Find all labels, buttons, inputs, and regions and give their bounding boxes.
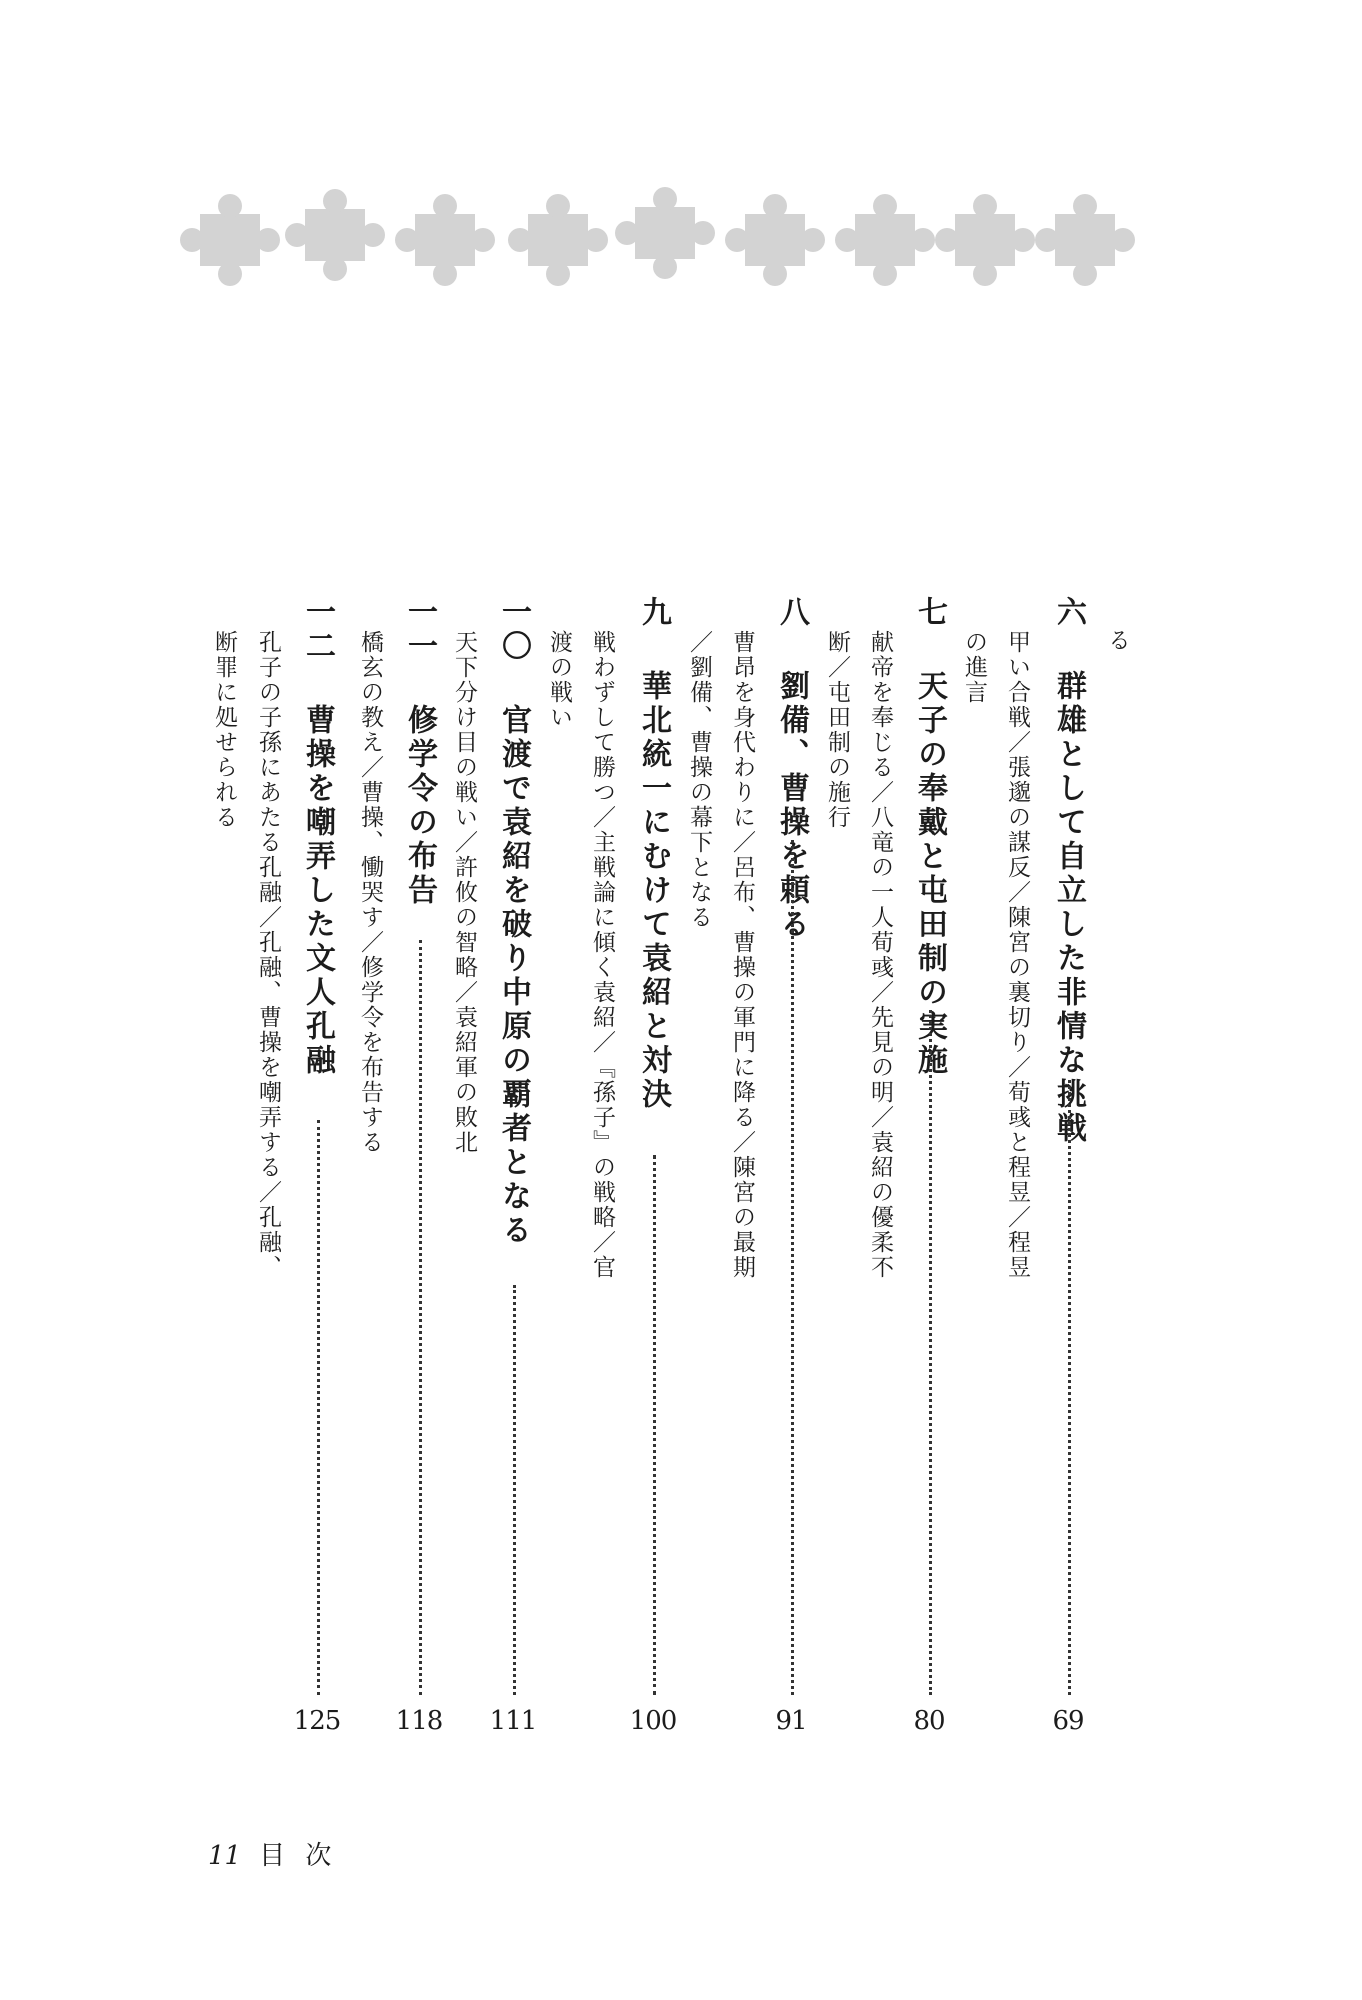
chapter-number: 一〇 <box>496 596 531 664</box>
puzzle-piece-icon <box>180 194 280 286</box>
page-number[interactable]: 91 <box>775 1706 807 1736</box>
chapter-title: 修学令の布告 <box>402 704 437 908</box>
chapter-title: 劉備、曹操を頼る <box>774 670 809 942</box>
chapter-title: 曹操を嘲弄した文人孔融 <box>300 704 335 1078</box>
puzzle-piece-icon <box>835 194 935 286</box>
dot-leader <box>317 1120 320 1695</box>
chapter-title: 華北統一にむけて袁紹と対決 <box>636 670 671 1112</box>
page-number[interactable]: 111 <box>489 1706 537 1736</box>
toc-subtopics: 戦わずして勝つ／主戦論に傾く袁紹／『孫子』の戦略／官 <box>589 630 615 1280</box>
puzzle-piece-icon <box>395 194 495 286</box>
puzzle-decoration <box>180 185 1140 295</box>
puzzle-piece-icon <box>935 194 1035 286</box>
chapter-number: 一二 <box>300 596 335 664</box>
dot-leader <box>929 1010 932 1695</box>
toc-subtopics: 渡の戦い <box>546 630 572 730</box>
page-number[interactable]: 69 <box>1052 1706 1084 1736</box>
toc-subtopics: 甲い合戦／張邈の謀反／陳宮の裏切り／荀彧と程昱／程昱 <box>1004 630 1030 1280</box>
footer-page-number: 11 <box>208 1841 242 1871</box>
chapter-number: 九 <box>636 596 671 630</box>
toc-subtopics: ／劉備、曹操の幕下となる <box>686 630 712 930</box>
chapter-title: 天子の奉戴と屯田制の実施 <box>912 670 947 1078</box>
toc-subtopics: の進言 <box>961 630 987 705</box>
chapter-number: 七 <box>912 596 947 630</box>
toc-subtopics: 孔子の子孫にあたる孔融／孔融、曹操を嘲弄する／孔融、 <box>255 630 281 1280</box>
puzzle-piece-icon <box>508 194 608 286</box>
chapter-title: 官渡で袁紹を破り中原の覇者となる <box>496 704 531 1248</box>
dot-leader <box>513 1285 516 1695</box>
dot-leader <box>653 1155 656 1695</box>
toc-subtopics: 天下分け目の戦い／許攸の智略／袁紹軍の敗北 <box>451 630 477 1155</box>
chapter-number: 六 <box>1051 596 1086 630</box>
page-number[interactable]: 125 <box>293 1706 341 1736</box>
toc-subtopics: 橋玄の教え／曹操、慟哭す／修学令を布告する <box>357 630 383 1155</box>
toc-subtopics: 断罪に処せられる <box>211 630 237 830</box>
dot-leader <box>791 840 794 1695</box>
chapter-number: 八 <box>774 596 809 630</box>
page-number[interactable]: 118 <box>395 1706 443 1736</box>
footer-label: 目 次 <box>259 1841 338 1871</box>
toc-subtopics: 曹昂を身代わりに／呂布、曹操の軍門に降る／陳宮の最期 <box>729 630 755 1280</box>
puzzle-piece-icon <box>725 194 825 286</box>
chapter-number: 一一 <box>402 596 437 664</box>
page-number[interactable]: 80 <box>913 1706 945 1736</box>
dot-leader <box>419 940 422 1695</box>
puzzle-piece-icon <box>285 189 385 281</box>
puzzle-piece-icon <box>615 187 715 279</box>
dot-leader <box>1068 1080 1071 1695</box>
toc-subtopics: 断／屯田制の施行 <box>824 630 850 830</box>
puzzle-pieces <box>180 185 1140 295</box>
carryover-text: る <box>1104 628 1130 653</box>
toc-subtopics: 献帝を奉じる／八竜の一人荀彧／先見の明／袁紹の優柔不 <box>867 630 893 1280</box>
page-number[interactable]: 100 <box>629 1706 677 1736</box>
chapter-title: 群雄として自立した非情な挑戦 <box>1051 670 1086 1146</box>
page-footer <box>208 1835 337 1872</box>
puzzle-piece-icon <box>1035 194 1135 286</box>
